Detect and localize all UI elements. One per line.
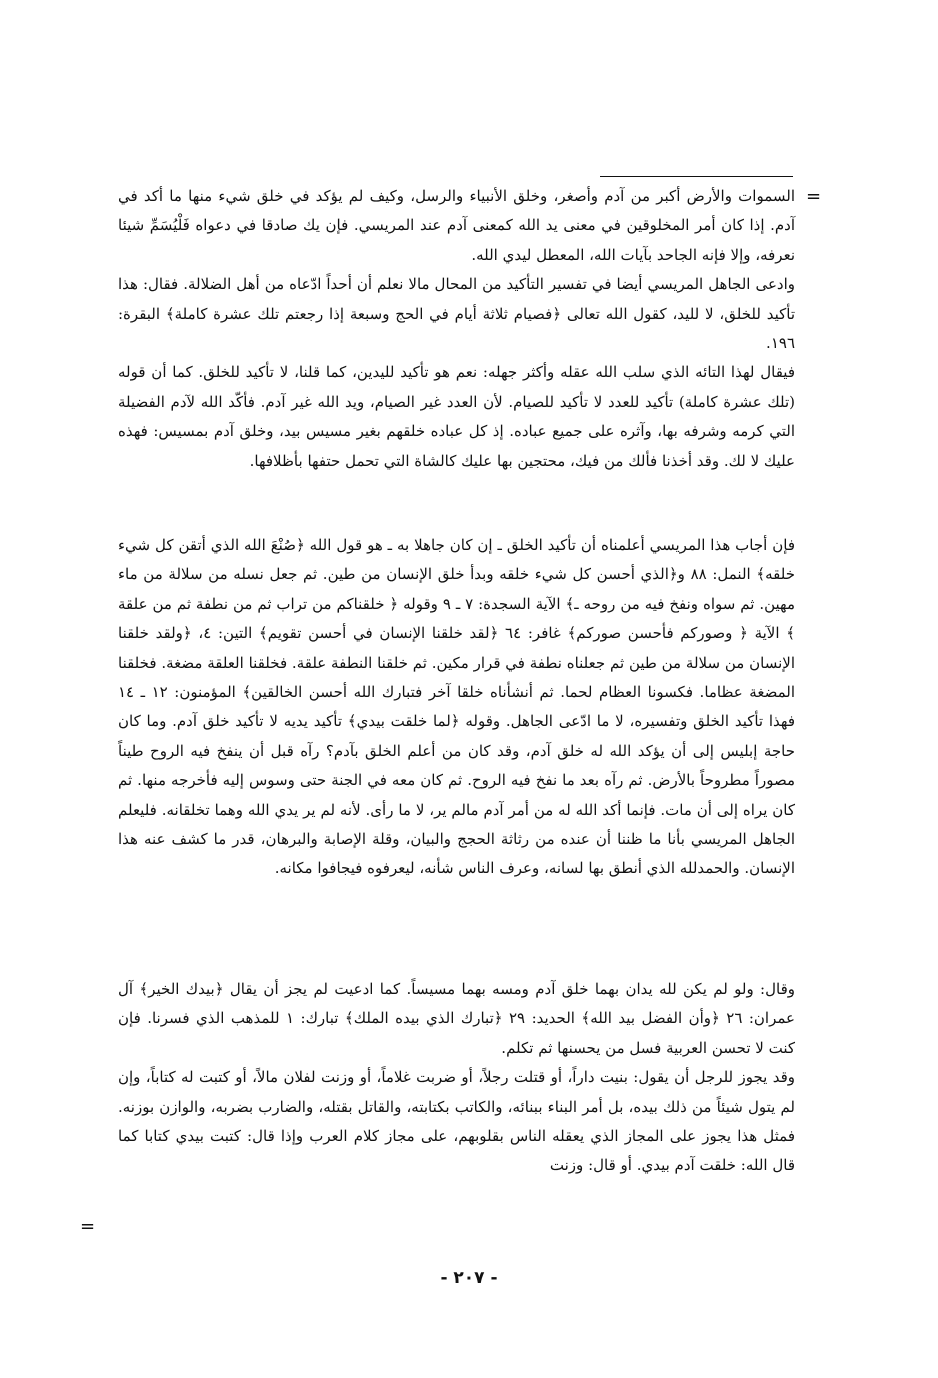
continuation-mark-top: = (806, 186, 822, 207)
paragraph: وادعى الجاهل المريسي أيضا في تفسير التأكيد من المحال مالا نعلم أن أحداً ادّعاه من أهل الضلالة. فقال: هذا تأكيد للخلق، لا لليد، كقول الله تعالى ﴿فصيام ثلاثة أيام في الحج وسبعة إذا رجعتم تلك عشرة كاملة﴾ البقرة: ١٩٦. (118, 275, 795, 353)
paragraph: فإن أجاب هذا المريسي أعلمناه أن تأكيد الخلق ـ إن كان جاهلا به ـ هو قول الله ﴿صُنْعَ الله الذي أتقن كل شيء خلقه﴾ النمل: ٨٨ و﴿الذي أحسن كل شيء خلقه وبدأ خلق الإنسان من طين. ثم جعل نسله من سلالة من ماء مهين. ثم سواه ونفخ فيه من روحه ـ﴾ الآية السجدة: ٧ ـ ٩ وقوله ﴿ خلقناكم من تراب ثم من نطفة ثم من علقة ﴾ الآية ﴿ وصوركم فأحسن صوركم﴾ غافر: ٦٤ ﴿لقد خلقنا الإنسان في أحسن تقويم﴾ التين: ٤، ﴿ولقد خلقنا الإنسان من سلالة من طين ثم جعلناه نطفة في قرار مكين. ثم خلقنا النطفة علقة. فخلقنا العلقة مضغة. فخلقنا المضغة عظاما. فكسونا العظام لحما. ثم أنشأناه خلقا آخر فتبارك الله أحسن الخالقين﴾ المؤمنون: ١٢ ـ ١٤ فهذا تأكيد الخلق وتفسيره، لا ما ادّعى الجاهل. وقوله ﴿لما خلقت بيدي﴾ تأكيد يديه لا تأكيد خلق آدم. وما كان حاجة إبليس إلى أن يؤكد الله له خلق آدم، وقد كان من أعلم الخلق بآدم؟ رآه قبل أن ينفخ فيه الروح طيناً مصوراً مطروحاً بالأرض. ثم رآه بعد ما نفخ فيه الروح. ثم كان معه في الجنة حتى وسوس إليه فأخرجه منها. ثم كان يراه إلى أن مات. فإنما أكد الله له من أمر آدم مالم ير، لا ما رأى. لأنه لم ير يدي الله وهما تخلقانه. فليعلم الجاهل المريسي بأنا ما ظننا أن عنده من رثاثة الحجج والبيان، وقلة الإصابة والبرهان، قدر ما كشف عنه هذا الإنسان. والحمدلله الذي أنطق بها لسانه، وعرف الناس شأنه، ليعرفوه فيجافوا مكانه. (118, 536, 796, 878)
paragraph: السموات والأرض أكبر من آدم وأصغر، وخلق الأنبياء والرسل، وكيف لم يؤكد في خلق شيء منها ما أكد في آدم. إذا كان أمر المخلوقين في معنى يد الله كمعنى آدم عند المريسي. فإن يك صادقا في دعواه فَلْيُسَمِّ شيئا نعرفه، وإلا فإنه الجاحد بآيات الله، المعطل ليدي الله. (118, 187, 795, 264)
paragraph: وقال: ولو لم يكن لله يدان بهما خلق آدم ومسه بهما مسيساً. كما ادعيت لم يجز أن يقال ﴿بيدك الخير﴾ آل عمران: ٢٦ ﴿وأن الفضل بيد الله﴾ الحديد: ٢٩ ﴿تبارك الذي بيده الملك﴾ تبارك: ١ للمذهب الذي فسرنا. فإن كنت لا تحسن العربية فسل من يحسنها ثم تكلم. (118, 980, 795, 1057)
footnote-block-1 (118, 182, 795, 476)
paragraph: وقد يجوز للرجل أن يقول: بنيت داراً، أو قتلت رجلاً، أو ضربت غلاماً، أو وزنت لفلان مالاً، أو كتبت له كتاباً، وإن لم يتول شيئاً من ذلك بيده، بل أمر البناء ببنائه، والكاتب بكتابته، والقاتل بقتله، والضارب بضربه، والوازن بوزنه. فمثل هذا يجوز على المجاز الذي يعقله الناس بقلوبهم، على مجاز كلام العرب وإذا قال: كتبت بيدي كتابا كما قال الله: خلقت آدم بيدي. أو قال: وزنت (118, 1068, 796, 1175)
continuation-mark-bottom: = (80, 1216, 96, 1237)
paragraph: فيقال لهذا التائه الذي سلب الله عقله وأكثر جهله: نعم هو تأكيد لليدين، كما قلنا، لا تأكيد للخلق. كما أن قوله (تلك عشرة كاملة) تأكيد للعدد لا تأكيد للصيام. لأن العدد غير الصيام، ويد الله غير آدم. فأكّد الله لآدم الفضيلة التي كرمه وشرفه بها، وآثره على جميع عباده. إذ كل عباده خلقهم بغير مسيس بيد، وخلق آدم بمسيس: فهذه عليك لا لك. وقد أخذنا فألك من فيك، محتجين بها عليك كالشاة التي تحمل حتفها بأظلافها. (118, 363, 795, 470)
footnote-separator-rule (600, 176, 793, 177)
page-number: - ٢٠٧ - (440, 1268, 498, 1288)
footnote-block-2 (118, 531, 795, 884)
footnote-block-3 (118, 975, 795, 1181)
